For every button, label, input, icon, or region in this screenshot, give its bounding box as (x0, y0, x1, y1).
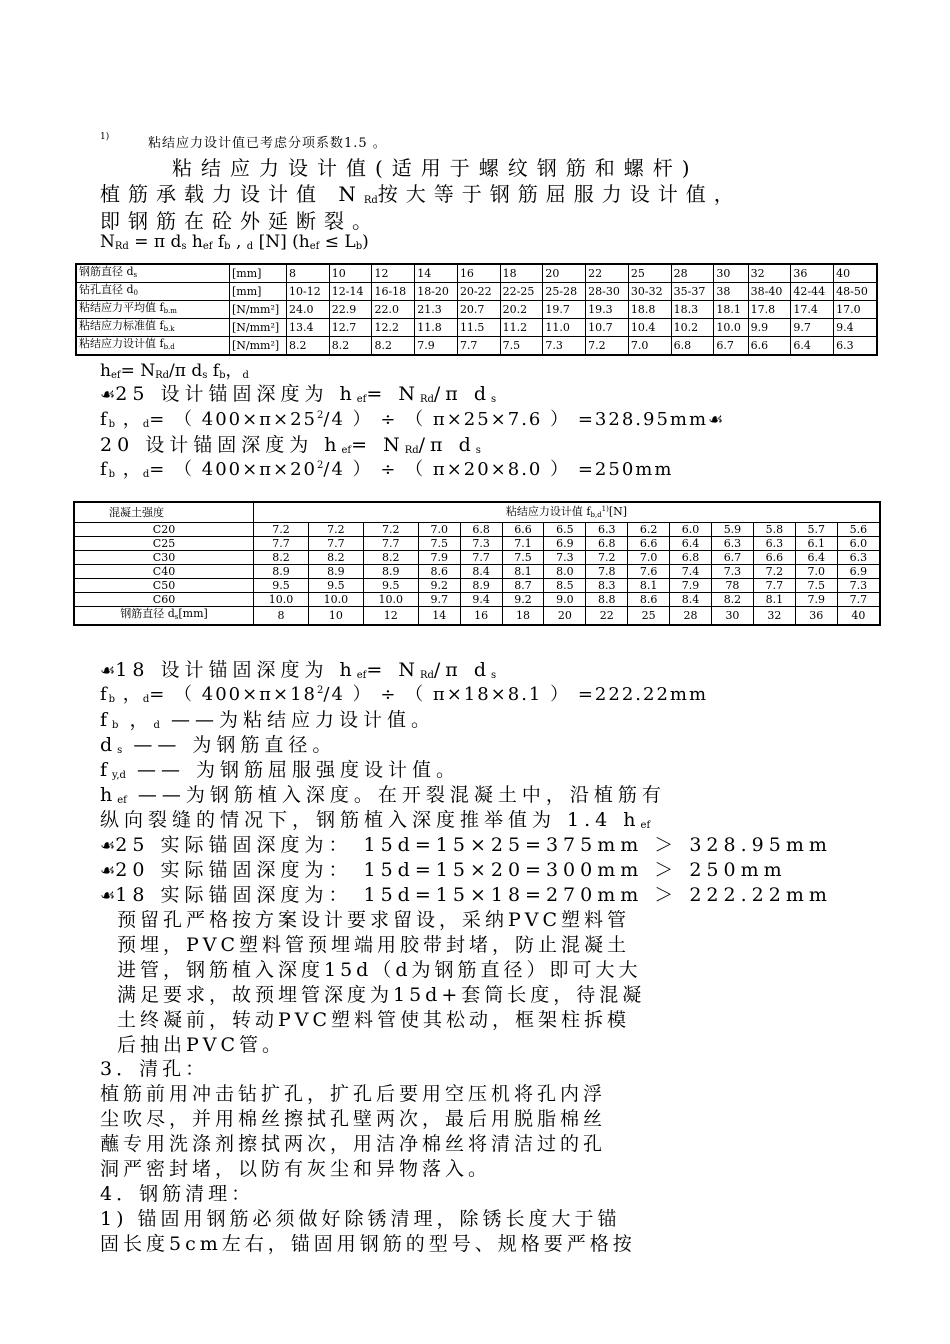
table-cell: 19.7 (543, 301, 586, 319)
table-cell: 7.2 (308, 523, 363, 537)
table-cell: 35-37 (671, 283, 714, 301)
table-cell: 40 (834, 264, 877, 283)
table-cell: 7.7 (837, 593, 880, 607)
table-cell: 6.5 (544, 523, 586, 537)
table-cell: 10 (329, 264, 372, 283)
table-cell: 11.5 (457, 319, 500, 337)
table-cell: 7.2 (586, 551, 628, 565)
table-cell: 7.9 (795, 593, 837, 607)
table-cell: 6.2 (628, 523, 670, 537)
pvc-line: 满足要求，故预埋管深度为15d+套筒长度，待混凝 (117, 984, 646, 1006)
footer-cell: 12 (363, 607, 418, 626)
table-cell: 6.3 (712, 537, 754, 551)
table-cell: 5.8 (753, 523, 795, 537)
footer-cell: 40 (837, 607, 880, 626)
table-cell: 7.1 (502, 537, 544, 551)
footer-cell: 30 (712, 607, 754, 626)
table-row (76, 264, 877, 283)
footer-label: 钢筋直径 $d_s[mm]$ (74, 607, 254, 626)
table-cell: 6.8 (671, 337, 714, 356)
table-cell: 8.4 (460, 565, 502, 579)
table-cell: 7.4 (670, 565, 712, 579)
unit-cell: [mm] (230, 283, 287, 301)
table-cell: 6.6 (753, 551, 795, 565)
pvc-line: 土终凝前，转动PVC塑料管使其松动，框架柱拆模 (117, 1009, 631, 1031)
section-4-heading: 4．钢筋清理： (100, 1183, 255, 1205)
table-cell: 9.2 (418, 579, 460, 593)
table-cell: 6.3 (837, 551, 880, 565)
table-cell: 8.1 (628, 579, 670, 593)
footer-cell: 36 (795, 607, 837, 626)
grade-cell: C30 (74, 551, 254, 565)
table-cell: 6.1 (795, 537, 837, 551)
table-cell: 5.9 (712, 523, 754, 537)
footnote-text: 粘结应力设计值已考虑分项系数1.5 。 (148, 136, 387, 151)
calc-line-25: $f_b$ ，$_d$= （ $400\times\pi\times 25^2/4$ ） ÷ （ π×25×7.6 ） =328.95mm☙ (100, 409, 724, 430)
table-cell: 20 (543, 264, 586, 283)
table-cell: 5.6 (837, 523, 880, 537)
table-footer-row (74, 607, 880, 626)
table-cell: 48-50 (834, 283, 877, 301)
table-cell: 17.4 (791, 301, 834, 319)
table-cell: 6.9 (544, 537, 586, 551)
hef-formula: $h_{ef}= N_{Rd}/\pi$ $d_s$ $f_b$，$_d$ (100, 361, 249, 381)
table-cell: 16-18 (372, 283, 415, 301)
rebar-icon: ☙ (100, 661, 116, 681)
table-cell: 10.0 (714, 319, 748, 337)
table-cell: 8.1 (753, 593, 795, 607)
grade-cell: C60 (74, 593, 254, 607)
table-cell: 6.4 (670, 537, 712, 551)
row-label: 钻孔直径 $d_0$ (76, 283, 230, 301)
table-cell: 9.5 (308, 579, 363, 593)
table-cell: 10.0 (308, 593, 363, 607)
table-cell: 25-28 (543, 283, 586, 301)
table-cell: 22 (586, 264, 629, 283)
formula-nrd: $N_{Rd} = \pi$ $d_s$ $h_{ef}$ $f_b$ , $_d$ [N] $(h_{ef} \le L_b)$ (100, 232, 369, 252)
table-cell: 7.9 (670, 579, 712, 593)
table-cell: 19.3 (586, 301, 629, 319)
actual-depth-20: ☙20 实际锚固深度为： 15d=15×20=300mm ＞ 250mm (100, 859, 787, 881)
table-cell: 8.8 (586, 593, 628, 607)
section-4-line: 1) 锚固用钢筋必须做好除锈清理，除锈长度大于锚 (100, 1208, 621, 1230)
footer-cell: 25 (628, 607, 670, 626)
row-label: 粘结应力标准值 $f_{b.k}$ (76, 319, 230, 337)
table-cell: 13.4 (287, 319, 330, 337)
table-cell: 6.4 (791, 337, 834, 356)
table-row (76, 319, 877, 337)
table-cell: 12.2 (372, 319, 415, 337)
row-label: 粘结应力设计值 $f_{b.d}$ (76, 337, 230, 356)
grade-cell: C40 (74, 565, 254, 579)
table-cell: 7.5 (795, 579, 837, 593)
section-3-heading: 3．清孔： (100, 1058, 209, 1080)
table-cell: 8.9 (254, 565, 309, 579)
table-cell: 7.9 (415, 337, 458, 356)
table-cell: 8.9 (363, 565, 418, 579)
table-cell: 10.4 (628, 319, 671, 337)
table-cell: 8.0 (544, 565, 586, 579)
table-row (74, 579, 880, 593)
table-row (74, 593, 880, 607)
table-cell: 8.6 (418, 565, 460, 579)
footer-cell: 16 (460, 607, 502, 626)
table-row (76, 301, 877, 319)
table-cell: 8.7 (502, 579, 544, 593)
table-cell: 17.0 (834, 301, 877, 319)
unit-cell: [mm] (230, 264, 287, 283)
footnote-mark: 1) (100, 132, 110, 142)
table-cell: 10.2 (671, 319, 714, 337)
section-3-line: 蘸专用洗涤剂擦拭两次，用洁净棉丝将清洁过的孔 (100, 1133, 607, 1155)
table-cell: 8.2 (254, 551, 309, 565)
design-depth-20: 20 设计锚固深度为 $h_{ef}= N_{Rd}/\pi$ $d_s$ (100, 434, 481, 456)
table-cell: 12 (372, 264, 415, 283)
table-cell: 7.8 (586, 565, 628, 579)
table-row (76, 283, 877, 301)
section-3-line: 尘吹尽，并用棉丝擦拭孔壁两次，最后用脱脂棉丝 (100, 1108, 607, 1130)
table-cell: 7.0 (628, 551, 670, 565)
table-cell: 25 (628, 264, 671, 283)
header-bond-stress: 粘结应力设计值 $f_{b,d}^{1)}[N]$ (254, 502, 881, 523)
table-cell: 22.9 (329, 301, 372, 319)
table-row (74, 523, 880, 537)
table-cell: 28 (671, 264, 714, 283)
table-cell: 14 (415, 264, 458, 283)
table-cell: 12.7 (329, 319, 372, 337)
table-cell: 6.7 (714, 337, 748, 356)
rebar-icon: ☙ (100, 836, 116, 856)
table-cell: 22-25 (500, 283, 543, 301)
table-cell: 11.8 (415, 319, 458, 337)
table-cell: 7.7 (460, 551, 502, 565)
table-cell: 7.3 (544, 551, 586, 565)
footer-cell: 28 (670, 607, 712, 626)
table-cell: 16 (457, 264, 500, 283)
table-cell: 7.0 (418, 523, 460, 537)
footer-cell: 8 (254, 607, 309, 626)
table-cell: 18-20 (415, 283, 458, 301)
bond-stress-table (75, 263, 878, 356)
table-cell: 20.7 (457, 301, 500, 319)
section-4-line: 固长度5cm左右，锚固用钢筋的型号、规格要严格按 (100, 1233, 636, 1255)
unit-cell: [N/mm²] (230, 337, 287, 356)
table-row (74, 537, 880, 551)
table-cell: 7.7 (308, 537, 363, 551)
table-cell: 8.3 (586, 579, 628, 593)
calc-line-20: $f_b$ ，$_d$= （ $400\times\pi\times 20^2/4$ ） ÷ （ π×20×8.0 ） =250mm (100, 459, 674, 480)
table-cell: 9.5 (254, 579, 309, 593)
table-cell: 7.5 (418, 537, 460, 551)
table-cell: 7.0 (795, 565, 837, 579)
pvc-line: 后抽出PVC管。 (117, 1034, 286, 1056)
actual-depth-18: ☙18 实际锚固深度为： 15d=15×18=270mm ＞ 222.22mm (100, 884, 832, 906)
table-cell: 6.9 (837, 565, 880, 579)
table-cell: 6.0 (670, 523, 712, 537)
unit-cell: [N/mm²] (230, 301, 287, 319)
table-cell: 8.9 (460, 579, 502, 593)
table-cell: 8.5 (544, 579, 586, 593)
table-cell: 8.9 (308, 565, 363, 579)
table-cell: 17.8 (748, 301, 791, 319)
table-cell: 6.8 (670, 551, 712, 565)
footer-cell: 20 (544, 607, 586, 626)
table-cell: 7.7 (363, 537, 418, 551)
table-cell: 21.3 (415, 301, 458, 319)
table-cell: 9.4 (460, 593, 502, 607)
table-cell: 10.0 (363, 593, 418, 607)
design-depth-25: ☙25 设计锚固深度为 $h_{ef}= N_{Rd}/\pi$ $d_s$ (100, 383, 497, 405)
table-cell: 38 (714, 283, 748, 301)
table-cell: 6.7 (712, 551, 754, 565)
section-3-line: 植筋前用冲击钻扩孔，扩孔后要用空压机将孔内浮 (100, 1083, 607, 1105)
table-cell: 7.2 (586, 337, 629, 356)
table-cell: 6.8 (586, 537, 628, 551)
table-cell: 8.2 (372, 337, 415, 356)
pvc-line: 进管，钢筋植入深度15d（d为钢筋直径）即可大大 (117, 959, 642, 981)
section-3-line: 洞严密封堵，以防有灰尘和异物落入。 (100, 1158, 492, 1180)
table-cell: 8.2 (287, 337, 330, 356)
table-cell: 12-14 (329, 283, 372, 301)
table-cell: 10.0 (254, 593, 309, 607)
table-cell: 6.6 (502, 523, 544, 537)
table-cell: 8.2 (712, 593, 754, 607)
table-cell: 18.3 (671, 301, 714, 319)
grade-cell: C20 (74, 523, 254, 537)
table-row (76, 337, 877, 356)
def-hef-2: 纵向裂缝的情况下，钢筋植入深度推举值为 1.4 $h_{ef}$ (100, 809, 651, 831)
calc-line-18: $f_b$ ，$_d$= （ $400\times\pi\times 18^2/4$ ） ÷ （ π×18×8.1 ） =222.22mm (100, 684, 709, 705)
table-cell: 20.2 (500, 301, 543, 319)
table-cell: 10-12 (287, 283, 330, 301)
table-cell: 7.3 (712, 565, 754, 579)
table-cell: 18.8 (628, 301, 671, 319)
footer-cell: 32 (753, 607, 795, 626)
table-row (74, 565, 880, 579)
table-cell: 7.2 (363, 523, 418, 537)
table-cell: 9.9 (748, 319, 791, 337)
rebar-icon: ☙ (708, 410, 724, 430)
table-cell: 6.3 (834, 337, 877, 356)
table-cell: 8 (287, 264, 330, 283)
table-cell: 7.5 (502, 551, 544, 565)
pvc-line: 预埋，PVC塑料管预埋端用胶带封堵，防止混凝土 (117, 934, 631, 956)
table-cell: 6.6 (748, 337, 791, 356)
rebar-icon: ☙ (100, 385, 116, 405)
table-cell: 7.7 (753, 579, 795, 593)
table-cell: 6.6 (628, 537, 670, 551)
table-cell: 28-30 (586, 283, 629, 301)
def-fy: $f_{y,d}$ —— 为钢筋屈服强度设计值。 (100, 759, 461, 781)
table-cell: 30 (714, 264, 748, 283)
grade-cell: C25 (74, 537, 254, 551)
table-cell: 7.2 (753, 565, 795, 579)
table-cell: 8.2 (329, 337, 372, 356)
table-cell: 32 (748, 264, 791, 283)
table-cell: 8.6 (628, 593, 670, 607)
page-title: 粘结应力设计值(适用于螺纹钢筋和螺杆) (172, 156, 699, 180)
footer-cell: 10 (308, 607, 363, 626)
table-cell: 42-44 (791, 283, 834, 301)
table-cell: 6.3 (753, 537, 795, 551)
table-cell: 9.0 (544, 593, 586, 607)
row-label: 粘结应力平均值 $f_{b.m}$ (76, 301, 230, 319)
def-ds: $d_s$ —— 为钢筋直径。 (100, 734, 337, 756)
table-cell: 6.8 (460, 523, 502, 537)
table-cell: 18 (500, 264, 543, 283)
table-cell: 9.7 (418, 593, 460, 607)
table-cell: 38-40 (748, 283, 791, 301)
table-cell: 7.7 (254, 537, 309, 551)
table-cell: 7.5 (500, 337, 543, 356)
grade-cell: C50 (74, 579, 254, 593)
table-cell: 8.2 (308, 551, 363, 565)
concrete-bond-table (73, 501, 881, 626)
table-cell: 7.6 (628, 565, 670, 579)
table-cell: 7.2 (254, 523, 309, 537)
table-cell: 22.0 (372, 301, 415, 319)
table-cell: 11.2 (500, 319, 543, 337)
footer-cell: 14 (418, 607, 460, 626)
table-cell: 20-22 (457, 283, 500, 301)
table-cell: 18.1 (714, 301, 748, 319)
table-cell: 30-32 (628, 283, 671, 301)
pvc-line: 预留孔严格按方案设计要求留设，采纳PVC塑料管 (117, 909, 631, 931)
rebar-icon: ☙ (100, 861, 116, 881)
table-header-row (74, 502, 880, 523)
table-cell: 9.2 (502, 593, 544, 607)
intro-line-1: 植筋承载力设计值 $N_{Rd}$按大等于钢筋屈服力设计值， (100, 182, 742, 206)
table-cell: 7.7 (457, 337, 500, 356)
rebar-icon: ☙ (100, 886, 116, 906)
actual-depth-25: ☙25 实际锚固深度为： 15d=15×25=375mm ＞ 328.95mm (100, 834, 832, 856)
table-cell: 78 (712, 579, 754, 593)
table-cell: 24.0 (287, 301, 330, 319)
table-cell: 11.0 (543, 319, 586, 337)
table-cell: 8.1 (502, 565, 544, 579)
footer-cell: 18 (502, 607, 544, 626)
design-depth-18: ☙18 设计锚固深度为 $h_{ef}= N_{Rd}/\pi$ $d_s$ (100, 659, 497, 681)
table-cell: 6.3 (586, 523, 628, 537)
row-label: 钢筋直径 $d_s$ (76, 264, 230, 283)
unit-cell: [N/mm²] (230, 319, 287, 337)
def-hef-1: $h_{ef}$ ——为钢筋植入深度。在开裂混凝土中，沿植筋有 (100, 784, 666, 806)
table-cell: 9.4 (834, 319, 877, 337)
table-cell: 7.3 (460, 537, 502, 551)
table-cell: 7.3 (543, 337, 586, 356)
intro-line-2: 即钢筋在砼外延断裂。 (100, 209, 380, 233)
table-row (74, 551, 880, 565)
table-cell: 8.4 (670, 593, 712, 607)
table-cell: 36 (791, 264, 834, 283)
table-cell: 6.4 (795, 551, 837, 565)
table-cell: 7.0 (628, 337, 671, 356)
table-cell: 7.9 (418, 551, 460, 565)
table-cell: 9.7 (791, 319, 834, 337)
table-cell: 10.7 (586, 319, 629, 337)
table-cell: 5.7 (795, 523, 837, 537)
table-cell: 7.3 (837, 579, 880, 593)
def-fbd: $f_b$ ，$_d$ ——为粘结应力设计值。 (100, 709, 435, 731)
table-cell: 8.2 (363, 551, 418, 565)
table-cell: 9.5 (363, 579, 418, 593)
footer-cell: 22 (586, 607, 628, 626)
header-concrete-strength: 混凝土强度 (74, 502, 254, 523)
table-cell: 6.0 (837, 537, 880, 551)
